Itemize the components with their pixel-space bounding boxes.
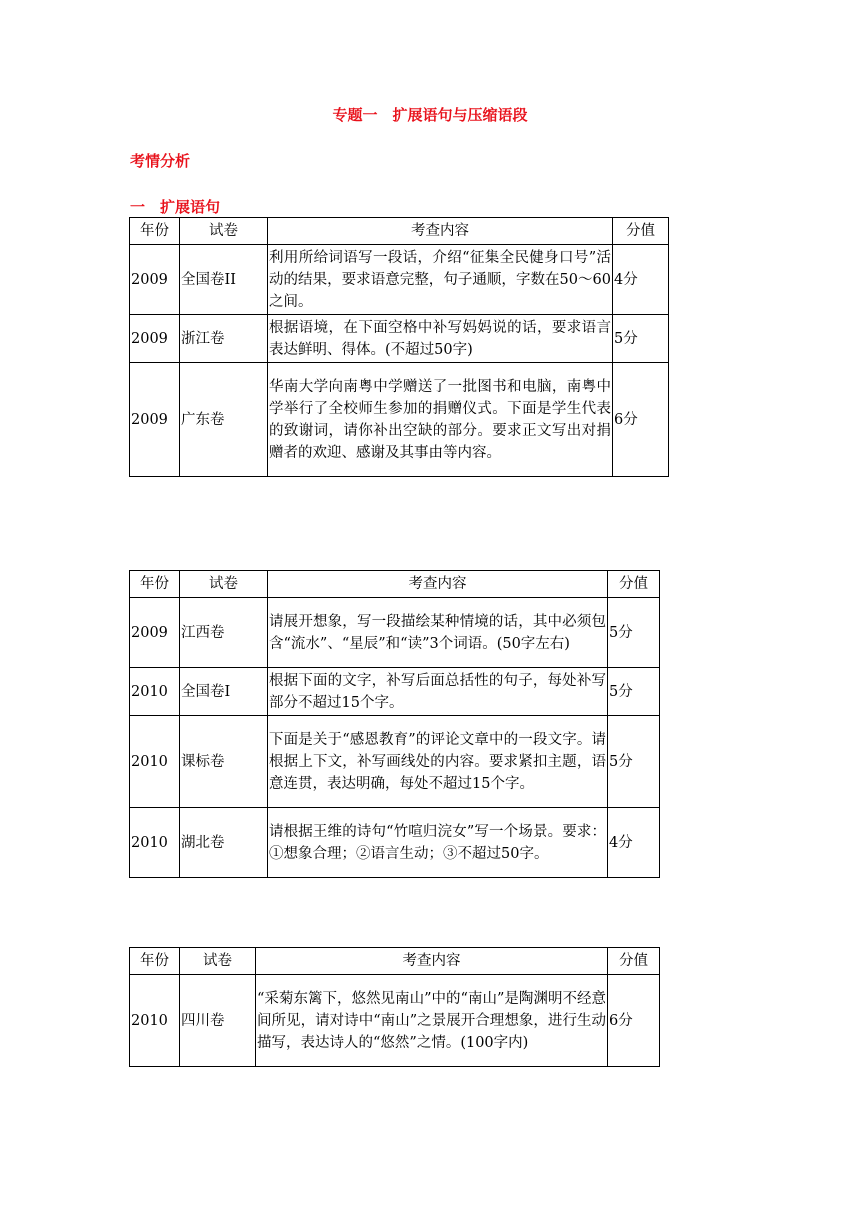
content-cell: 请展开想象，写一段描绘某种情境的话，其中必须包含“流水”、“星辰”和“读”3个词语。(50字左右) xyxy=(268,598,608,668)
content-cell: 请根据王维的诗句“竹喧归浣女”写一个场景。要求：①想象合理；②语言生动；③不超过50字。 xyxy=(268,808,608,878)
year-cell: 2010 xyxy=(130,808,180,878)
year-cell: 2010 xyxy=(130,668,180,716)
exam-table-3 xyxy=(129,947,660,1067)
year-cell: 2009 xyxy=(130,315,180,363)
year-cell: 2009 xyxy=(130,598,180,668)
year-cell: 2010 xyxy=(130,975,180,1067)
table-row xyxy=(130,315,669,363)
header-content: 考查内容 xyxy=(256,948,608,975)
table-row xyxy=(130,975,660,1067)
content-cell: 利用所给词语写一段话，介绍“征集全民健身口号”活动的结果，要求语意完整，句子通顺，字数在50～60之间。 xyxy=(268,245,613,315)
header-paper: 试卷 xyxy=(180,218,268,245)
header-paper: 试卷 xyxy=(180,571,268,598)
table-header-row xyxy=(130,948,660,975)
paper-cell: 江西卷 xyxy=(180,598,268,668)
table-row xyxy=(130,598,660,668)
header-score: 分值 xyxy=(613,218,669,245)
subsection-heading: 一 扩展语句 xyxy=(130,198,221,216)
score-cell: 6分 xyxy=(613,363,669,477)
year-cell: 2010 xyxy=(130,716,180,808)
exam-table-2 xyxy=(129,570,660,878)
header-year: 年份 xyxy=(130,218,180,245)
table-row xyxy=(130,808,660,878)
score-cell: 4分 xyxy=(613,245,669,315)
score-cell: 5分 xyxy=(608,668,660,716)
content-cell: “采菊东篱下，悠然见南山”中的“南山”是陶渊明不经意间所见，请对诗中“南山”之景展开合理想象，进行生动描写，表达诗人的“悠然”之情。(100字内) xyxy=(256,975,608,1067)
score-cell: 5分 xyxy=(608,716,660,808)
header-content: 考查内容 xyxy=(268,571,608,598)
exam-table-1 xyxy=(129,217,669,477)
score-cell: 4分 xyxy=(608,808,660,878)
table-header-row xyxy=(130,218,669,245)
header-content: 考查内容 xyxy=(268,218,613,245)
year-cell: 2009 xyxy=(130,363,180,477)
page-title: 专题一 扩展语句与压缩语段 xyxy=(332,106,528,124)
header-paper: 试卷 xyxy=(180,948,256,975)
table-row xyxy=(130,363,669,477)
paper-cell: 四川卷 xyxy=(180,975,256,1067)
score-cell: 5分 xyxy=(608,598,660,668)
paper-cell: 全国卷II xyxy=(180,245,268,315)
header-year: 年份 xyxy=(130,948,180,975)
paper-cell: 全国卷Ⅰ xyxy=(180,668,268,716)
content-cell: 根据下面的文字，补写后面总括性的句子，每处补写部分不超过15个字。 xyxy=(268,668,608,716)
table-row xyxy=(130,245,669,315)
header-score: 分值 xyxy=(608,948,660,975)
paper-cell: 湖北卷 xyxy=(180,808,268,878)
header-year: 年份 xyxy=(130,571,180,598)
paper-cell: 浙江卷 xyxy=(180,315,268,363)
paper-cell: 课标卷 xyxy=(180,716,268,808)
table-row xyxy=(130,716,660,808)
content-cell: 根据语境，在下面空格中补写妈妈说的话，要求语言表达鲜明、得体。(不超过50字) xyxy=(268,315,613,363)
section-heading: 考情分析 xyxy=(130,152,191,170)
content-cell: 下面是关于“感恩教育”的评论文章中的一段文字。请根据上下文，补写画线处的内容。要求紧扣主题，语意连贯，表达明确，每处不超过15个字。 xyxy=(268,716,608,808)
score-cell: 5分 xyxy=(613,315,669,363)
content-cell: 华南大学向南粤中学赠送了一批图书和电脑，南粤中学举行了全校师生参加的捐赠仪式。下面是学生代表的致谢词，请你补出空缺的部分。要求正文写出对捐赠者的欢迎、感谢及其事由等内容。 xyxy=(268,363,613,477)
header-score: 分值 xyxy=(608,571,660,598)
paper-cell: 广东卷 xyxy=(180,363,268,477)
table-row xyxy=(130,668,660,716)
table-header-row xyxy=(130,571,660,598)
score-cell: 6分 xyxy=(608,975,660,1067)
year-cell: 2009 xyxy=(130,245,180,315)
